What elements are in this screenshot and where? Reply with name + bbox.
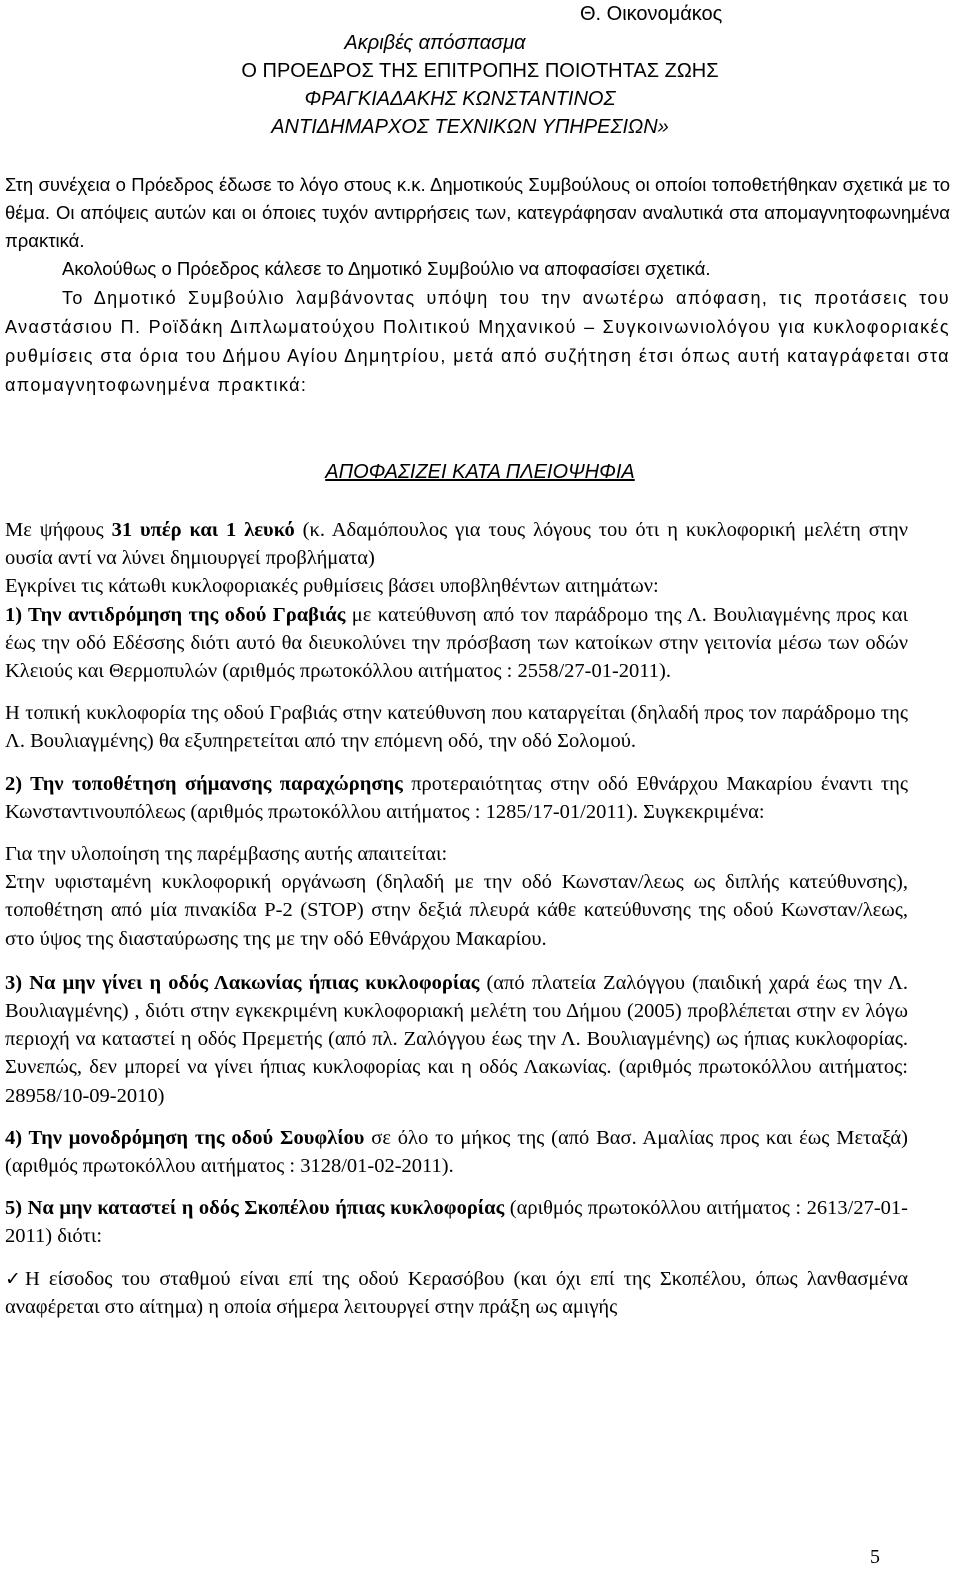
excerpt-label: Ακριβές απόσπασμα (344, 32, 526, 54)
item-2-text: προτεραιότητας στην οδό Εθνάρχου Μακαρίου έναντι της Κωνσταντινουπόλεως (αριθμός πρωτοκόλλου αιτήματος : 1285/17-01/2011). Συγκεκριμένα: (5, 772, 908, 823)
decision-body (5, 516, 908, 1321)
chair-title: Ο ΠΡΟΕΔΡΟΣ ΤΗΣ ΕΠΙΤΡΟΠΗΣ ΠΟΙΟΤΗΤΑΣ ΖΩΗΣ (241, 60, 719, 82)
decision-title: ΑΠΟΦΑΣΙΖΕΙ ΚΑΤΑ ΠΛΕΙΟΨΗΦΙΑ (325, 461, 635, 483)
president-call-paragraph: Ακολούθως ο Πρόεδρος κάλεσε το Δημοτικό Συμβούλιο να αποφασίσει σχετικά. (62, 258, 711, 279)
spacer (5, 953, 908, 969)
item-4-heading: 4) Την μονοδρόμηση της οδού Σουφλίου (5, 1126, 365, 1149)
item-4 (5, 1124, 908, 1180)
chair-role: ΑΝΤΙΔΗΜΑΡΧΟΣ ΤΕΧΝΙΚΩΝ ΥΠΗΡΕΣΙΩΝ» (271, 116, 669, 138)
item-1-text: με κατεύθυνση από τον παράδρομο της Λ. Βουλιαγμένης προς και έως την οδό Εδέσσης διότι αυτό θα διευκολύνει την πρόσβαση των κατοίκων στην γειτονία μέσω των οδών Κλειούς και Θερμοπυλών (αριθμός πρωτοκόλλου αιτήματος : 2558/27-01-2011). (5, 603, 908, 683)
item-5-reason-text: Η είσοδος του σταθμού είναι επί της οδού Κερασόβου (και όχι επί της Σκοπέλου, όπως λανθασμένα αναφέρεται στο αίτημα) η οποία σήμερα λειτουργεί στην πράξη ως αμιγής (5, 1267, 908, 1318)
item-5 (5, 1194, 908, 1250)
vote-prefix: Με ψήφους (5, 519, 112, 541)
excerpt-header (0, 29, 960, 141)
page-number: 5 (870, 1546, 880, 1568)
vote-suffix: (κ. Αδαμόπουλος για τους λόγους του ότι η κυκλοφορική μελέτη στην ουσία αντί να λύνει δημιουργεί προβλήματα) (5, 519, 908, 570)
item-5-reason (5, 1265, 908, 1321)
intro-paragraph: Στη συνέχεια ο Πρόεδρος έδωσε το λόγο στους κ.κ. Δημοτικούς Συμβούλους οι οποίοι τοποθετήθηκαν σχετικά με το θέμα. Οι απόψεις αυτών και οι όποιες τυχόν αντιρρήσεις των, κατεγράφησαν αναλυτικά στα απομαγνητοφωνημένα πρακτικά. (5, 174, 950, 251)
item-1-heading: 1) Την αντιδρόμηση της οδού Γραβιάς (5, 603, 346, 626)
item-4-text: σε όλο το μήκος της (από Βασ. Αμαλίας προς και έως Μεταξά) (αριθμός πρωτοκόλλου αιτήματος : 3128/01-02-2011). (5, 1126, 908, 1178)
item-1 (5, 601, 908, 686)
item-2 (5, 770, 908, 826)
spacer (5, 756, 908, 770)
checkmark-icon: ✓ (5, 1267, 25, 1290)
approval-line: Εγκρίνει τις κάτωθι κυκλοφοριακές ρυθμίσεις βάσει υποβληθέντων αιτημάτων: (5, 575, 659, 598)
spacer (5, 826, 908, 840)
item-5-heading: 5) Να μην καταστεί η οδός Σκοπέλου ήπιας κυκλοφορίας (5, 1197, 505, 1220)
item-3-heading: 3) Να μην γίνει η οδός Λακωνίας ήπιας κυκλοφορίας (5, 971, 480, 994)
item-3-text: (από πλατεία Ζαλόγγου (παιδική χαρά έως την Λ. Βουλιαγμένης) , διότι στην εγκεκριμένη κυκλοφοριακή μελέτη του Δήμου (2005) προβλέπεται στην εν λόγω περιοχή να καταστεί η οδός Πρεμετής (από πλ. Ζαλόγγου έως την Λ. Βουλιαγμένης) ως ήπιας κυκλοφορίας. Συνεπώς, δεν μπορεί να γίνει ήπιας κυκλοφορίας και η οδός Λακωνίας. (αριθμός πρωτοκόλλου αιτήματος: 28958/10-09-2010) (5, 971, 908, 1107)
item-2-heading: 2) Την τοποθέτηση σήμανσης παραχώρησης (5, 772, 403, 795)
item-1-note: Η τοπική κυκλοφορία της οδού Γραβιάς στην κατεύθυνση που καταργείται (δηλαδή προς τον παράδρομο της Λ. Βουλιαγμένης) θα εξυπηρετείται από την επόμενη οδό, την οδό Σολομού. (5, 702, 908, 753)
vote-count: 31 υπέρ και 1 λευκό (111, 519, 295, 541)
item-3 (5, 969, 908, 1110)
chair-name: ΦΡΑΓΚΙΑΔΑΚΗΣ ΚΩΝΣΤΑΝΤΙΝΟΣ (304, 88, 616, 110)
spacer (5, 1180, 908, 1194)
spacer (5, 1251, 908, 1265)
item-2-detail: Στην υφισταμένη κυκλοφορική οργάνωση (δηλαδή με την οδό Κωνσταν/λεως ως διπλής κατεύθυνσης), τοποθέτηση από μία πινακίδα Ρ-2 (STOP) στην δεξιά πλευρά κάθε κατεύθυνσης της οδού Κωνσταν/λεως, στο ύψος της διασταύρωσης της με την οδό Εθνάρχου Μακαρίου. (5, 871, 908, 950)
item-2-requirement: Για την υλοποίηση της παρέμβασης αυτής απαιτείται: (5, 843, 448, 866)
signatory-name: Θ. Οικονομάκος (580, 3, 723, 25)
spacer (5, 685, 908, 699)
spacer (5, 1110, 908, 1124)
item-5-text: (αριθμός πρωτοκόλλου αιτήματος : 2613/27-01-2011) διότι: (5, 1197, 908, 1248)
council-consideration-paragraph: Το Δημοτικό Συμβούλιο λαμβάνοντας υπόψη του την ανωτέρω απόφαση, τις προτάσεις του Αναστάσιου Π. Ροϊδάκη Διπλωματούχου Πολιτικού Μηχανικού – Συγκοινωνιολόγου για κυκλοφοριακές ρυθμίσεις στα όρια του Δήμου Αγίου Δημητρίου, μετά από συζήτηση έτσι όπως αυτή καταγράφεται στα απομαγνητοφωνημένα πρακτικά: (5, 288, 950, 395)
vote-paragraph (5, 516, 908, 572)
